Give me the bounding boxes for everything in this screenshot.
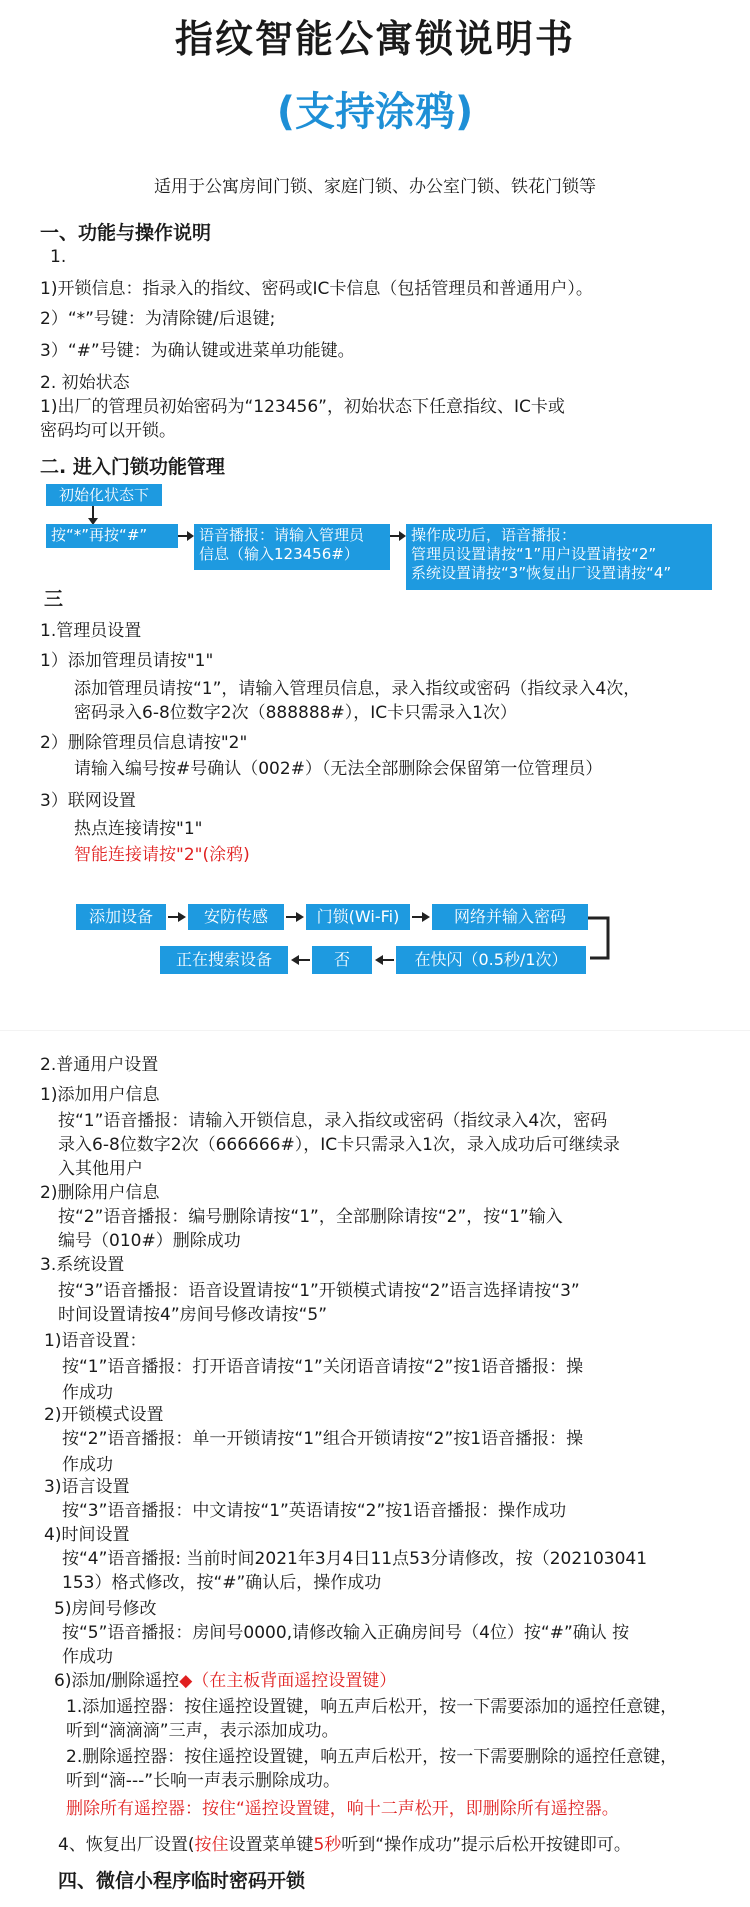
flow-searching: 正在搜索设备 <box>160 946 288 974</box>
unlock-info-text: 1)开锁信息：指录入的指纹、密码或IC卡信息（包括管理员和普通用户）。 <box>40 279 593 299</box>
flow-no: 否 <box>312 946 372 974</box>
unlock-mode-heading: 2)开锁模式设置 <box>44 1405 164 1425</box>
voice-settings-line1: 按“1”语音播报：打开语音请按“1”关闭语音请按“2”按1语音播报：操 <box>62 1357 584 1377</box>
section4-heading: 四、微信小程序临时密码开锁 <box>58 1870 306 1892</box>
success-line2: 管理员设置请按“1”用户设置请按“2” <box>411 545 657 563</box>
init-state-line2: 密码均可以开锁。 <box>40 421 176 441</box>
factory-reset-d: 5秒 <box>313 1835 342 1855</box>
remote-delete-line2: 听到“滴---”长响一声表示删除成功。 <box>66 1771 341 1791</box>
add-admin-heading: 1）添加管理员请按"1" <box>40 651 214 671</box>
factory-reset-line <box>58 1834 631 1856</box>
language-line: 按“3”语音播报：中文请按“1”英语请按“2”按1语音播报：操作成功 <box>62 1501 567 1521</box>
room-number-heading: 5)房间号修改 <box>54 1599 157 1619</box>
delete-user-line2: 编号（010#）删除成功 <box>58 1231 241 1251</box>
add-user-heading: 1)添加用户信息 <box>40 1085 160 1105</box>
section3-heading: 三 <box>44 588 64 610</box>
system-settings-heading: 3.系统设置 <box>40 1255 125 1275</box>
flow-network-password: 网络并输入密码 <box>432 904 588 930</box>
flow-fast-flash: 在快闪（0.5秒/1次） <box>396 946 586 974</box>
add-user-line2: 录入6-8位数字2次（666666#），IC卡只需录入1次，录入成功后可继续录 <box>58 1135 620 1155</box>
page-divider <box>0 1030 750 1031</box>
document-subtitle: (支持涂鸦) <box>276 89 474 135</box>
flow-step-voice-prompt <box>194 524 390 570</box>
time-settings-heading: 4)时间设置 <box>44 1525 130 1545</box>
flow-step-press-keys: 按“*”再按“#” <box>46 524 178 548</box>
delete-admin-line: 请输入编号按#号确认（002#）（无法全部删除会保留第一位管理员） <box>74 759 603 779</box>
hotspot-connect-text: 热点连接请按"1" <box>74 819 203 839</box>
remote-add-line2: 听到“滴滴滴”三声，表示添加成功。 <box>66 1721 339 1741</box>
remote-add-line1: 1.添加遥控器：按住遥控设置键，响五声后松开，按一下需要添加的遥控任意键， <box>66 1697 678 1717</box>
remote-delete-all: 删除所有遥控器：按住“遥控设置键，响十二声松开，即删除所有遥控器。 <box>66 1799 619 1819</box>
init-state-label: 初始化状态下 <box>46 484 162 506</box>
user-settings-heading: 2.普通用户设置 <box>40 1055 159 1075</box>
voice-prompt-line2: 信息（输入123456#） <box>199 545 359 563</box>
voice-prompt-line1: 语音播报：请输入管理员 <box>199 526 365 544</box>
flow-security-sensor: 安防传感 <box>188 904 284 930</box>
right-arrow-icon <box>286 909 304 925</box>
add-user-line1: 按“1”语音播报：请输入开锁信息，录入指纹或密码（指纹录入4次，密码 <box>58 1111 608 1131</box>
add-admin-line2: 密码录入6-8位数字2次（888888#），IC卡只需录入1次） <box>74 703 517 723</box>
remote-heading <box>54 1670 396 1692</box>
right-arrow-icon <box>390 528 406 544</box>
success-line3: 系统设置请按“3”恢复出厂设置请按“4” <box>411 564 672 582</box>
system-settings-line1: 按“3”语音播报：语音设置请按“1”开锁模式请按“2”语言选择请按“3” <box>58 1281 580 1301</box>
remote-heading-note: ◆（在主板背面遥控设置键） <box>179 1671 397 1691</box>
section1-num: 1. <box>50 247 67 267</box>
left-arrow-icon <box>374 952 394 968</box>
time-settings-line1: 按“4”语音播报: 当前时间2021年3月4日11点53分请修改，按（202103041 <box>62 1549 648 1569</box>
add-admin-line1: 添加管理员请按“1”，请输入管理员信息，录入指纹或密码（指纹录入4次， <box>74 679 641 699</box>
factory-reset-b: 按住 <box>194 1835 229 1855</box>
room-number-line2: 作成功 <box>62 1647 113 1667</box>
flow-step-success <box>406 524 712 590</box>
voice-settings-heading: 1)语音设置： <box>44 1331 147 1351</box>
delete-user-heading: 2)删除用户信息 <box>40 1183 160 1203</box>
admin-settings-heading: 1.管理员设置 <box>40 621 142 641</box>
remote-delete-line1: 2.删除遥控器：按住遥控设置键，响五声后松开，按一下需要删除的遥控任意键， <box>66 1747 678 1767</box>
left-arrow-icon <box>290 952 310 968</box>
system-settings-line2: 时间设置请按4”房间号修改请按“5” <box>58 1305 328 1325</box>
right-arrow-icon <box>168 909 186 925</box>
unlock-mode-line1: 按“2”语音播报：单一开锁请按“1”组合开锁请按“2”按1语音播报：操 <box>62 1429 584 1449</box>
remote-heading-text: 6)添加/删除遥控 <box>54 1671 180 1691</box>
hash-key-text: 3）“#”号键：为确认键或进菜单功能键。 <box>40 341 355 361</box>
applies-to-text: 适用于公寓房间门锁、家庭门锁、办公室门锁、铁花门锁等 <box>154 177 596 197</box>
add-user-line3: 入其他用户 <box>58 1159 143 1179</box>
init-state-heading: 2. 初始状态 <box>40 373 130 393</box>
return-arrow-icon <box>586 914 616 984</box>
success-line1: 操作成功后，语音播报： <box>411 526 577 544</box>
network-settings-heading: 3）联网设置 <box>40 791 136 811</box>
document-title: 指纹智能公寓锁说明书 <box>174 17 575 61</box>
right-arrow-icon <box>412 909 430 925</box>
init-state-line1: 1)出厂的管理员初始密码为“123456”，初始状态下任意指纹、IC卡或 <box>40 397 565 417</box>
factory-reset-c: 设置菜单键 <box>228 1835 314 1855</box>
section1-heading: 一、功能与操作说明 <box>40 222 212 244</box>
voice-settings-line2: 作成功 <box>62 1383 113 1403</box>
flow-add-device: 添加设备 <box>76 904 166 930</box>
delete-admin-heading: 2）删除管理员信息请按"2" <box>40 733 248 753</box>
smart-connect-text: 智能连接请按"2"(涂鸦) <box>74 845 250 865</box>
star-key-text: 2）“*”号键：为清除键/后退键; <box>40 309 276 329</box>
factory-reset-a: 4、恢复出厂设置( <box>58 1835 195 1855</box>
room-number-line1: 按“5”语音播报：房间号0000,请修改输入正确房间号（4位）按“#”确认 按 <box>62 1623 630 1643</box>
factory-reset-e: 听到“操作成功”提示后松开按键即可。 <box>341 1835 631 1855</box>
section2-heading: 二. 进入门锁功能管理 <box>40 456 225 478</box>
language-heading: 3)语言设置 <box>44 1477 130 1497</box>
flow-door-lock-wifi: 门锁(Wi-Fi) <box>306 904 410 930</box>
right-arrow-icon <box>178 528 194 544</box>
time-settings-line2: 153）格式修改，按“#”确认后，操作成功 <box>62 1573 382 1593</box>
down-arrow-icon <box>86 506 100 526</box>
delete-user-line1: 按“2”语音播报：编号删除请按“1”，全部删除请按“2”，按“1”输入 <box>58 1207 563 1227</box>
unlock-mode-line2: 作成功 <box>62 1455 113 1475</box>
